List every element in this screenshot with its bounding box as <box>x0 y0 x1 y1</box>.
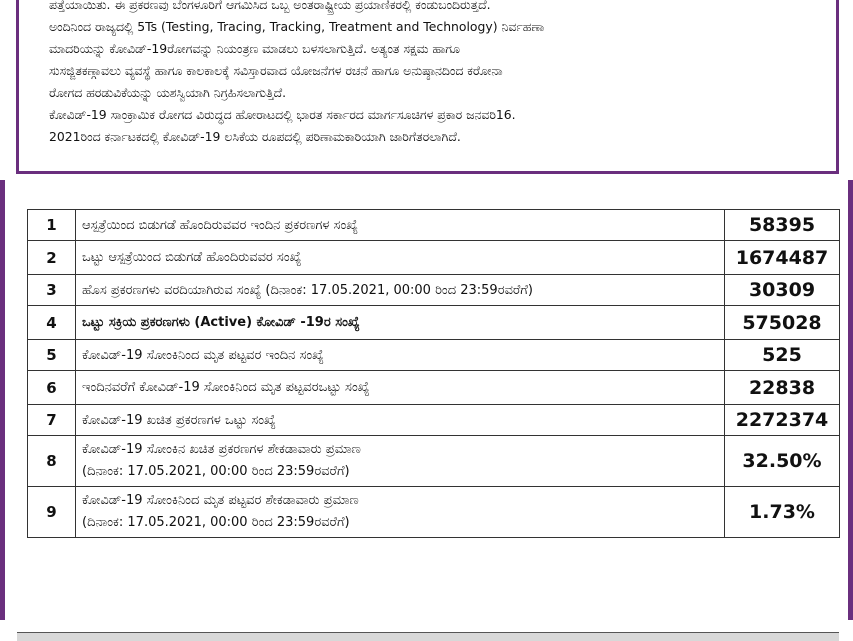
row-value: 1.73% <box>725 487 840 538</box>
row-number: 8 <box>28 436 76 487</box>
intro-line: ರೋಗದ ಹರಡುವಿಕೆಯನ್ನು ಯಶಸ್ವಿಯಾಗಿ ನಿಗ್ರಹಿಸಲಾಗುತ್ತಿದೆ. <box>49 85 287 100</box>
row-value: 1674487 <box>725 241 840 275</box>
left-border-line <box>0 180 5 620</box>
row-number: 7 <box>28 405 76 436</box>
intro-line: ಅಂದಿನಿಂದ ರಾಜ್ಯದಲ್ಲಿ 5Ts (Testing, Tracing, Tracking, Treatment and Technology) ನಿರ್ವಹಣಾ <box>49 19 545 34</box>
row-value: 30309 <box>725 275 840 306</box>
row-number: 9 <box>28 487 76 538</box>
row-description-date: (ದಿನಾಂಕ: 17.05.2021, 00:00 ರಿಂದ 23:59ರವರೆಗೆ) <box>82 515 350 530</box>
row-value: 525 <box>725 340 840 371</box>
row-description <box>76 436 725 487</box>
intro-line: ಸುಸಜ್ಜಿತಕಣ್ಗಾವಲು ವ್ಯವಸ್ಥೆ ಹಾಗೂ ಕಾಲಕಾಲಕ್ಕೆ ಸವಿಸ್ತಾರವಾದ ಯೋಜನೆಗಳ ರಚನೆ ಹಾಗೂ ಅನುಷ್ಠಾನದಿಂದ ಕರೋನಾ <box>49 63 503 78</box>
row-description-main: ಕೋವಿಡ್-19 ಸೋಂಕಿನ ಖಚಿತ ಪ್ರಕರಣಗಳ ಶೇಕಡಾವಾರು ಪ್ರಮಾಣ <box>82 442 361 457</box>
row-value: 2272374 <box>725 405 840 436</box>
row-value: 32.50% <box>725 436 840 487</box>
row-description: ಕೋವಿಡ್-19 ಸೋಂಕಿನಿಂದ ಮೃತ ಪಟ್ಟವರ ಇಂದಿನ ಸಂಖ್ಯೆ <box>76 340 725 371</box>
intro-paragraph <box>49 0 849 148</box>
row-number: 2 <box>28 241 76 275</box>
row-description <box>76 487 725 538</box>
row-number: 6 <box>28 371 76 405</box>
row-description-date: (ದಿನಾಂಕ: 17.05.2021, 00:00 ರಿಂದ 23:59ರವರೆಗೆ) <box>82 464 350 479</box>
table-row <box>28 487 840 538</box>
intro-text-box <box>16 0 839 174</box>
table-row <box>28 275 840 306</box>
row-description: ಹೊಸ ಪ್ರಕರಣಗಳು ವರದಿಯಾಗಿರುವ ಸಂಖ್ಯೆ (ದಿನಾಂಕ: 17.05.2021, 00:00 ರಿಂದ 23:59ರವರೆಗೆ) <box>76 275 725 306</box>
intro-line: ಮಾದರಿಯನ್ನು ಕೋವಿಡ್-19ರೋಗವನ್ನು ನಿಯಂತ್ರಣ ಮಾಡಲು ಬಳಸಲಾಗುತ್ತಿದೆ. ಅತ್ಯಂತ ಸಕ್ಷಮ ಹಾಗೂ <box>49 41 460 56</box>
table-row <box>28 371 840 405</box>
covid-stats-table <box>27 209 840 538</box>
table-row <box>28 241 840 275</box>
row-value: 58395 <box>725 210 840 241</box>
row-value: 22838 <box>725 371 840 405</box>
row-description: ಆಸ್ಪತ್ರೆಯಿಂದ ಬಿಡುಗಡೆ ಹೊಂದಿರುವವರ ಇಂದಿನ ಪ್ರಕರಣಗಳ ಸಂಖ್ಯೆ <box>76 210 725 241</box>
intro-line: ಕೋವಿಡ್-19 ಸಾಂಕ್ರಾಮಿಕ ರೋಗದ ವಿರುದ್ಧದ ಹೋರಾಟದಲ್ಲಿ ಭಾರತ ಸರ್ಕಾರದ ಮಾರ್ಗಸೂಚಿಗಳ ಪ್ರಕಾರ ಜನವರಿ16. <box>49 107 516 122</box>
row-number: 3 <box>28 275 76 306</box>
row-value: 575028 <box>725 306 840 340</box>
table-row <box>28 436 840 487</box>
table-row <box>28 340 840 371</box>
row-description: ಒಟ್ಟು ಆಸ್ಪತ್ರೆಯಿಂದ ಬಿಡುಗಡೆ ಹೊಂದಿರುವವರ ಸಂಖ್ಯೆ <box>76 241 725 275</box>
right-border-line <box>848 180 853 620</box>
table-row <box>28 405 840 436</box>
row-description: ಕೋವಿಡ್-19 ಖಚಿತ ಪ್ರಕರಣಗಳ ಒಟ್ಟು ಸಂಖ್ಯೆ <box>76 405 725 436</box>
row-description: ಒಟ್ಟು ಸಕ್ರಿಯ ಪ್ರಕರಣಗಳು (Active) ಕೋವಿಡ್ -19ರ ಸಂಖ್ಯೆ <box>76 306 725 340</box>
table-row <box>28 306 840 340</box>
intro-line: ಪತ್ತೆಯಾಯಿತು. ಈ ಪ್ರಕರಣವು ಬೆಂಗಳೂರಿಗೆ ಆಗಮಿಸಿದ ಒಬ್ಬ ಅಂತರಾಷ್ಟ್ರೀಯ ಪ್ರಯಾಣಿಕರಲ್ಲಿ ಕಂಡುಬಂದಿರುತ್ತದೆ. <box>49 0 491 12</box>
row-number: 5 <box>28 340 76 371</box>
table-row <box>28 210 840 241</box>
intro-line: 2021ರಿಂದ ಕರ್ನಾಟಕದಲ್ಲಿ ಕೋವಿಡ್-19 ಲಸಿಕೆಯ ರೂಪದಲ್ಲಿ ಪರಿಣಾಮಕಾರಿಯಾಗಿ ಜಾರಿಗೆತರಲಾಗಿದೆ. <box>49 129 461 144</box>
row-description-main: ಕೋವಿಡ್-19 ಸೋಂಕಿನಿಂದ ಮೃತ ಪಟ್ಟವರ ಶೇಕಡಾವಾರು ಪ್ರಮಾಣ <box>82 493 359 508</box>
row-number: 4 <box>28 306 76 340</box>
row-description: ಇಂದಿನವರೆಗೆ ಕೋವಿಡ್-19 ಸೋಂಕಿನಿಂದ ಮೃತ ಪಟ್ಟವರಒಟ್ಟು ಸಂಖ್ಯೆ <box>76 371 725 405</box>
row-number: 1 <box>28 210 76 241</box>
